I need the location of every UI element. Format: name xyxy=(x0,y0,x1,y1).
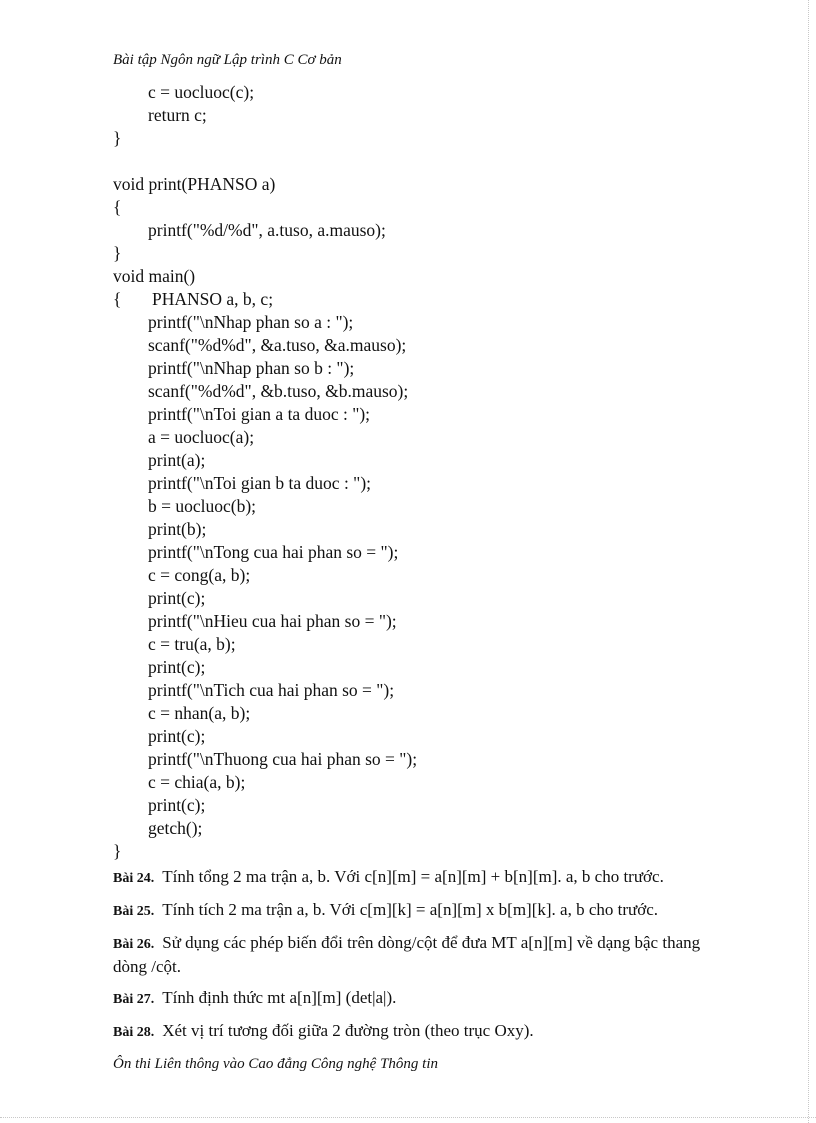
page-edge-right xyxy=(808,0,809,1123)
code-line: c = uocluoc(c); xyxy=(113,82,255,102)
code-line: print(c); xyxy=(113,726,206,746)
exercise-text: Tính tích 2 ma trận a, b. Với c[m][k] = a[n][m] x b[m][k]. a, b cho trước. xyxy=(162,900,659,919)
code-line: } xyxy=(113,243,122,263)
code-line: { PHANSO a, b, c; xyxy=(113,289,274,309)
code-line: scanf("%d%d", &a.tuso, &a.mauso); xyxy=(113,335,407,355)
exercise-text: Tính định thức mt a[n][m] (det|a|). xyxy=(162,988,397,1007)
code-line: c = nhan(a, b); xyxy=(113,703,251,723)
exercise-number: Bài 27. xyxy=(113,992,155,1007)
code-line: return c; xyxy=(113,105,207,125)
code-line xyxy=(113,150,753,173)
page-edge-bottom xyxy=(0,1117,816,1118)
code-line: getch(); xyxy=(113,818,203,838)
code-line: printf("\nTich cua hai phan so = "); xyxy=(113,680,395,700)
exercise-text: Sử dụng các phép biến đổi trên dòng/cột để đưa MT a[n][m] về dạng bậc thang dòng /cột. xyxy=(113,933,701,976)
code-line: printf("\nToi gian a ta duoc : "); xyxy=(113,404,371,424)
code-line: } xyxy=(113,128,122,148)
code-line: print(c); xyxy=(113,795,206,815)
exercise-number: Bài 25. xyxy=(113,904,155,919)
exercise-number: Bài 26. xyxy=(113,937,155,952)
code-line: { xyxy=(113,197,122,217)
code-line: void print(PHANSO a) xyxy=(113,174,276,194)
exercise-item xyxy=(113,866,733,890)
code-line: printf("\nNhap phan so b : "); xyxy=(113,358,355,378)
page-footer: Ôn thi Liên thông vào Cao đẳng Công nghệ Thông tin xyxy=(113,1056,439,1072)
code-line: printf("\nToi gian b ta duoc : "); xyxy=(113,473,372,493)
code-block xyxy=(113,81,753,863)
code-line: print(c); xyxy=(113,657,206,677)
code-line: c = cong(a, b); xyxy=(113,565,251,585)
code-line: print(b); xyxy=(113,519,207,539)
code-line: printf("\nHieu cua hai phan so = "); xyxy=(113,611,397,631)
exercise-item xyxy=(113,932,733,978)
code-line: print(a); xyxy=(113,450,206,470)
code-line: c = chia(a, b); xyxy=(113,772,246,792)
page-header: Bài tập Ngôn ngữ Lập trình C Cơ bản xyxy=(113,52,342,68)
code-line: } xyxy=(113,841,122,861)
code-line: b = uocluoc(b); xyxy=(113,496,257,516)
code-line: a = uocluoc(a); xyxy=(113,427,255,447)
code-line: scanf("%d%d", &b.tuso, &b.mauso); xyxy=(113,381,409,401)
code-line: printf("\nTong cua hai phan so = "); xyxy=(113,542,399,562)
exercise-number: Bài 24. xyxy=(113,871,155,886)
code-line: printf("%d/%d", a.tuso, a.mauso); xyxy=(113,220,386,240)
exercise-item xyxy=(113,987,733,1011)
exercise-number: Bài 28. xyxy=(113,1025,155,1040)
code-line: printf("\nNhap phan so a : "); xyxy=(113,312,354,332)
exercise-item xyxy=(113,1020,733,1044)
code-line: print(c); xyxy=(113,588,206,608)
exercise-list xyxy=(113,866,733,1053)
code-line: void main() xyxy=(113,266,196,286)
exercise-text: Tính tổng 2 ma trận a, b. Với c[n][m] = a[n][m] + b[n][m]. a, b cho trước. xyxy=(162,867,664,886)
code-line: printf("\nThuong cua hai phan so = "); xyxy=(113,749,418,769)
code-line: c = tru(a, b); xyxy=(113,634,236,654)
exercise-text: Xét vị trí tương đối giữa 2 đường tròn (theo trục Oxy). xyxy=(162,1021,534,1040)
exercise-item xyxy=(113,899,733,923)
